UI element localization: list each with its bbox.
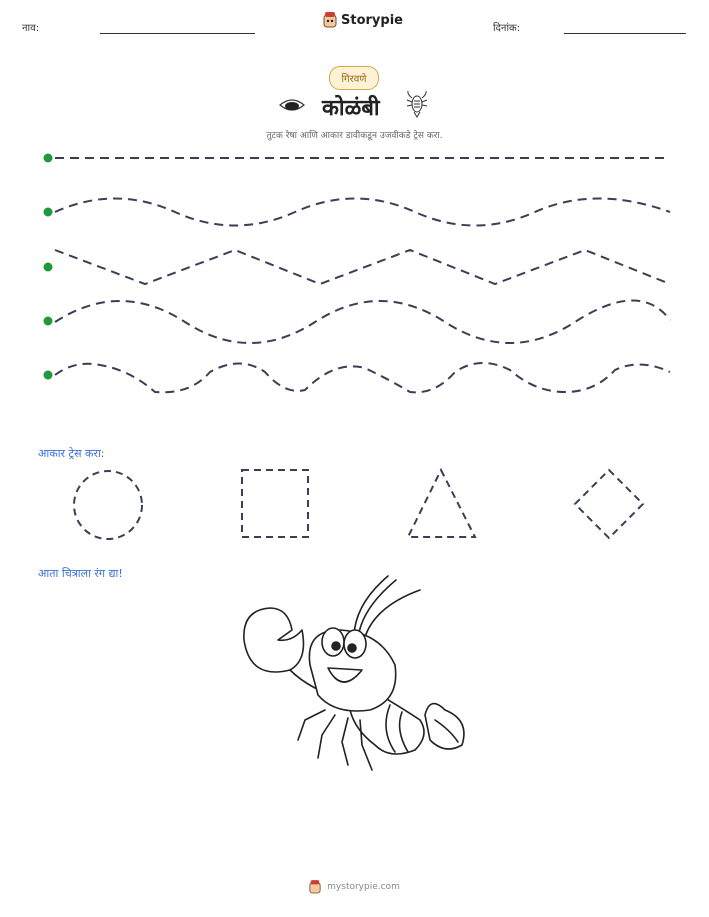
name-label: नाव: bbox=[22, 23, 40, 34]
start-dot bbox=[44, 208, 53, 217]
category-badge: गिरवणे bbox=[329, 66, 379, 90]
shrimp-coloring-icon bbox=[230, 570, 480, 790]
storypie-logo-icon bbox=[309, 880, 321, 894]
footer-url[interactable]: mystorypie.com bbox=[327, 882, 400, 892]
color-heading: आता चित्राला रंग द्या! bbox=[38, 567, 123, 580]
circle-icon[interactable] bbox=[74, 471, 142, 539]
start-dot bbox=[44, 263, 53, 272]
tracing-area bbox=[0, 0, 709, 420]
triangle-icon[interactable] bbox=[408, 470, 475, 537]
shapes-heading: आकार ट्रेस करा: bbox=[38, 447, 105, 460]
trace-line-zigzag[interactable] bbox=[55, 250, 670, 284]
start-dot bbox=[44, 371, 53, 380]
trace-line-wave[interactable] bbox=[55, 199, 670, 226]
footer bbox=[0, 880, 709, 894]
instructions: तुटक रेषा आणि आकार डावीकडून उजवीकडे ट्रेस करा. bbox=[266, 131, 443, 141]
start-dot bbox=[44, 317, 53, 326]
diamond-icon[interactable] bbox=[575, 470, 643, 538]
trace-line-big-wave[interactable] bbox=[55, 300, 670, 343]
date-label: दिनांक: bbox=[493, 23, 521, 34]
trace-line-bumps[interactable] bbox=[55, 363, 670, 392]
brand-name: Storypie bbox=[341, 12, 403, 28]
start-dot bbox=[44, 154, 53, 163]
page-title: कोळंबी bbox=[322, 96, 380, 121]
shapes-row bbox=[0, 460, 709, 550]
square-icon[interactable] bbox=[242, 470, 308, 537]
